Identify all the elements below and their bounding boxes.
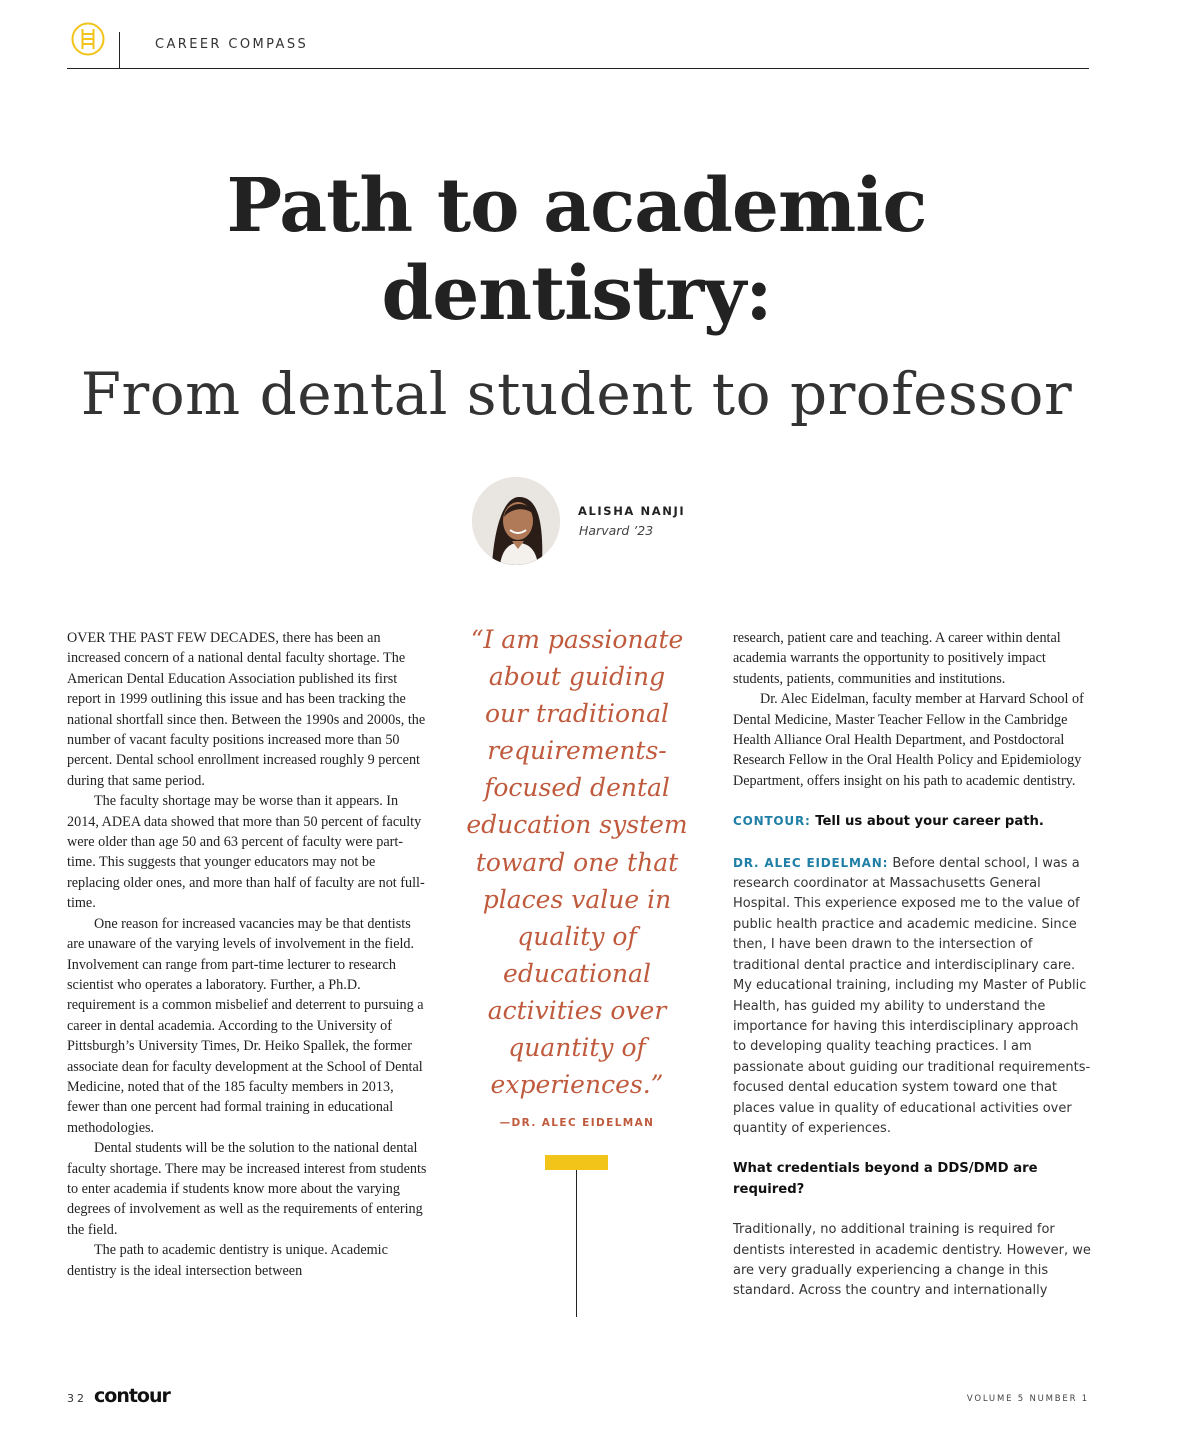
section-label: CAREER COMPASS (155, 37, 309, 52)
body-paragraph: Dental students will be the solution to the national dental faculty shortage. There may be increased interest from students to enter academia if students know more about the varying degrees of involvement as well as the requirements of entering the field. (67, 1140, 427, 1238)
pull-quote-attribution: —DR. ALEC EIDELMAN (499, 1117, 655, 1129)
page-header (67, 18, 1089, 69)
interview-answer: Traditionally, no additional training is required for dentists interested in academic dentistry. However, we are very gradually experiencing a change in this standard. Across the country and internationally (733, 1222, 1091, 1299)
column-rule (576, 1170, 577, 1317)
article-subtitle: From dental student to professor (80, 360, 1073, 428)
interview-question: CONTOUR: Tell us about your career path. (733, 814, 1044, 830)
article-title (0, 162, 1153, 338)
body-paragraph: One reason for increased vacancies may be that dentists are unaware of the varying levels of involvement in the field. Involvement can range from part-time lecturer to research scientist who operates a laboratory. Further, a Ph.D. requirement is a common misbelief and deterrent to pursuing a career in dental academia. According to the University of Pittsburgh’s University Times, Dr. Heiko Spallek, the former associate dean for faculty development at the School of Dental Medicine, noted that of the 185 faculty members in 2013, fewer than one percent had formal training in educational methodologies. (67, 915, 424, 1136)
author-avatar (472, 477, 560, 565)
pull-quote: “I am passionate about guiding our traditional requirements-focused dental education system toward one that places value in quality of educational activities over quantity of experiences.” (466, 625, 688, 1100)
body-column-left (67, 628, 429, 1281)
page-number: 32 (67, 1392, 87, 1405)
body-paragraph: research, patient care and teaching. A career within dental academia warrants the opportunity to positively impact students, patients, communities and institutions. (733, 630, 1061, 687)
title-line-1: Path to academic (226, 163, 927, 249)
body-column-right (733, 628, 1095, 1302)
author-affiliation: Harvard ’23 (579, 523, 654, 538)
body-paragraph: The path to academic dentistry is unique. Academic dentistry is the ideal intersection between (67, 1242, 388, 1279)
magazine-logo: contour (94, 1385, 170, 1407)
question-label: CONTOUR: (733, 814, 811, 829)
lead-in: OVER THE PAST FEW DECADES, (67, 630, 279, 646)
header-divider (119, 32, 120, 68)
title-line-2: dentistry: (381, 251, 772, 337)
author-name: ALISHA NANJI (578, 504, 686, 518)
body-paragraph: Dr. Alec Eidelman, faculty member at Harvard School of Dental Medicine, Master Teacher Fellow in the Cambridge Health Alliance Oral Health Department, and Postdoctoral Research Fellow in the Oral Health Policy and Epidemiology Department, offers insight on his path to academic dentistry. (733, 691, 1084, 789)
accent-bar (545, 1155, 608, 1170)
body-paragraph: The faculty shortage may be worse than it appears. In 2014, ADEA data showed that more than 50 percent of faculty were older than age 50 and 63 percent of faculty were part-time. This suggests that younger educators may not be replacing older ones, and more than half of faculty are not full-time. (67, 793, 425, 912)
interview-question: What credentials beyond a DDS/DMD are required? (733, 1161, 1038, 1197)
answer-label: DR. ALEC EIDELMAN: (733, 855, 889, 870)
body-paragraph: OVER THE PAST FEW DECADES, there has been an increased concern of a national dental faculty shortage. The American Dental Education Association published its first report in 1999 outlining this issue and has been tracking the national shortfall since then. Between the 1990s and 2000s, the number of vacant faculty positions increased more than 50 percent. Dental school enrollment increased roughly 9 percent during that same period. (67, 630, 426, 789)
ladder-circle-icon (71, 22, 105, 56)
interview-answer: DR. ALEC EIDELMAN: Before dental school, I was a research coordinator at Massachusetts General Hospital. This experience exposed me to the value of public health practice and academic medicine. Since then, I have been drawn to the intersection of traditional dental practice and interdisciplinary care. My educational training, including my Master of Public Health, has guided my ability to understand the importance for having this interdisciplinary approach to developing quality teaching practices. I am passionate about guiding our traditional requirements-focused dental education system toward one that places value in quality of educational activities over quantity of experiences. (733, 855, 1091, 1136)
issue-label: VOLUME 5 NUMBER 1 (966, 1394, 1089, 1404)
